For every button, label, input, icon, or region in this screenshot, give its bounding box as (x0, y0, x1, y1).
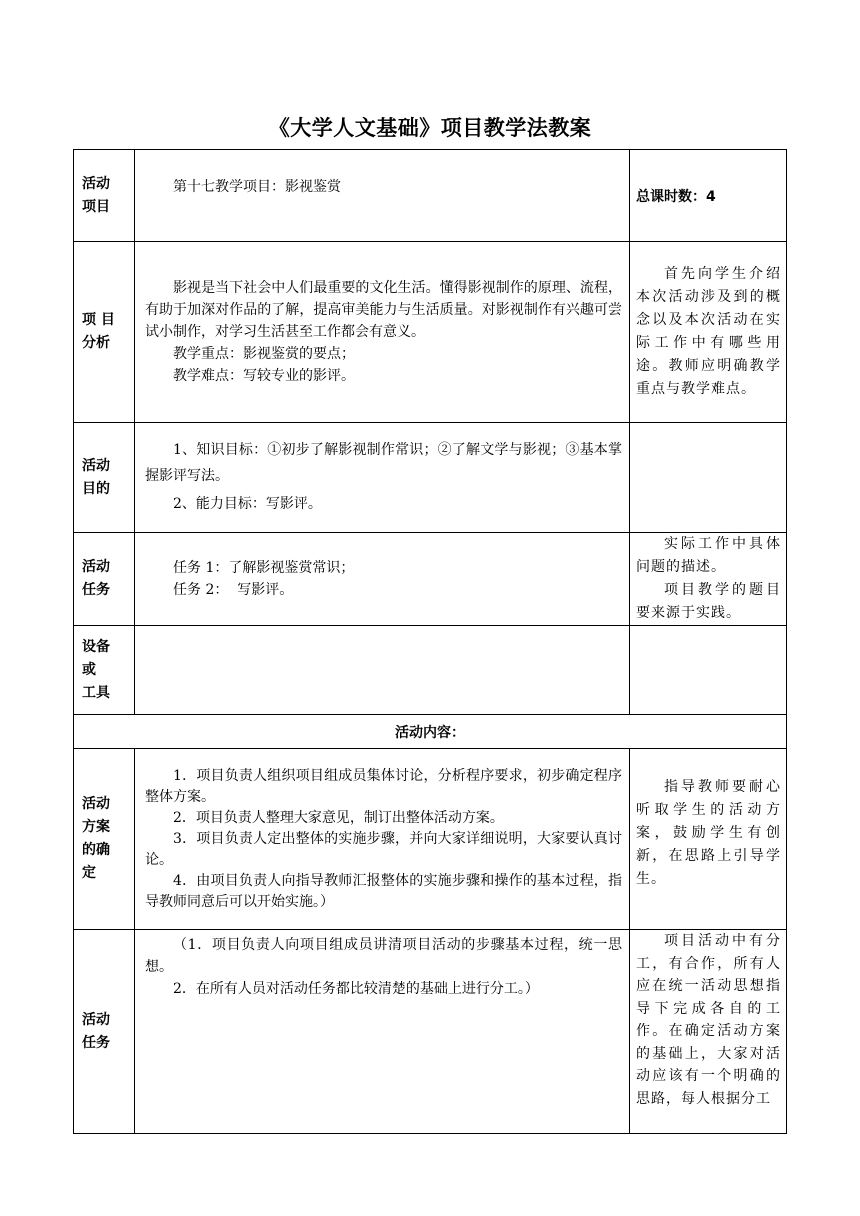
plan-step: 2．项目负责人整理大家意见，制订出整体活动方案。 (173, 809, 504, 826)
task-item: 任务 2： 写影评。 (173, 582, 294, 598)
project-name: 第十七教学项目：影视鉴赏 (173, 179, 341, 195)
plan-content (135, 749, 630, 930)
ability-goal: 2、能力目标：写影评。 (173, 495, 322, 512)
teaching-focus: 教学重点：影视鉴赏的要点； (173, 346, 355, 362)
equipment-content (135, 626, 630, 715)
label-text: 活动 任务 (82, 1011, 110, 1051)
tasks-note-line: 项目教学的题目要来源于实践。 (636, 582, 781, 621)
purpose-note-cell (630, 423, 787, 533)
analysis-paragraph: 影视是当下社会中人们最重要的文化生活。懂得影视制作的原理、流程，有助于加深对作品的了解，提高审美能力与生活质量。对影视制作有兴趣可尝试小制作，对学习生活甚至工作都会有意义。 (145, 280, 622, 340)
analysis-note-cell (630, 242, 787, 423)
row-activity-purpose (74, 423, 787, 533)
plan-step: 1．项目负责人组织项目组成员集体讨论，分析程序要求，初步确定程序整体方案。 (145, 767, 622, 805)
tasks2-note: 项目活动中有分工，有合作，所有人应在统一活动思想指导下完成各自的工作。在确定活动方案的基础上，大家对活动应该有一个明确的思路，每人根据分工 (636, 933, 781, 1107)
label-text: 活动 目的 (82, 457, 110, 497)
task2-step: 2．在所有人员对活动任务都比较清楚的基础上进行分工。） (173, 981, 539, 997)
knowledge-goal: 1、知识目标：①初步了解影视制作常识；②了解文学与影视；③基本掌握影评写法。 (145, 441, 622, 484)
equipment-note (630, 626, 787, 715)
label-text: 设备 或 工具 (82, 638, 110, 701)
label-text: 活动 方案 的确 定 (82, 796, 110, 881)
label-plan-determination (74, 749, 135, 930)
tasks2-note-cell (630, 930, 787, 1134)
tasks-note-line: 实际工作中具体问题的描述。 (636, 536, 781, 575)
plan-step: 3．项目负责人定出整体的实施步骤，并向大家详细说明，大家要认真讨论。 (145, 830, 622, 868)
label-project-analysis (74, 242, 135, 423)
tasks2-content (135, 930, 630, 1134)
row-content-header (74, 715, 787, 749)
label-equipment (74, 626, 135, 715)
tasks-content (135, 533, 630, 626)
plan-note: 指导教师要耐心听取学生的活动方案，鼓励学生有创新，在思路上引导学生。 (636, 779, 781, 887)
total-hours: 总课时数：4 (636, 188, 716, 205)
row-project-analysis (74, 242, 787, 423)
label-text: 项 目 分析 (82, 312, 115, 351)
row-equipment (74, 626, 787, 715)
row-activity-tasks (74, 533, 787, 626)
analysis-content (135, 242, 630, 423)
label-activity-purpose (74, 423, 135, 533)
row-activity-project (74, 150, 787, 242)
label-activity-project (74, 150, 135, 242)
teaching-difficulty: 教学难点：写较专业的影评。 (173, 368, 355, 384)
lesson-plan-table (73, 149, 787, 1134)
row-activity-tasks-2 (74, 930, 787, 1134)
label-activity-tasks (74, 533, 135, 626)
plan-note-cell (630, 749, 787, 930)
analysis-note: 首先向学生介绍本次活动涉及到的概念以及本次活动在实际工作中有哪些用途。教师应明确教学重点与教学难点。 (636, 266, 781, 397)
project-name-cell (135, 150, 630, 242)
label-text: 活动 项目 (82, 175, 110, 215)
label-text: 活动 任务 (82, 559, 110, 598)
row-plan-determination (74, 749, 787, 930)
total-hours-cell (630, 150, 787, 242)
tasks-note-cell (630, 533, 787, 626)
activity-content-heading: 活动内容： (74, 715, 787, 749)
label-activity-tasks-2 (74, 930, 135, 1134)
plan-step: 4．由项目负责人向指导教师汇报整体的实施步骤和操作的基本过程，指导教师同意后可以开始实施。） (145, 872, 622, 910)
document-title: 《大学人文基础》项目教学法教案 (268, 116, 592, 140)
task-item: 任务 1：了解影视鉴赏常识； (173, 560, 355, 576)
purpose-content (135, 423, 630, 533)
task2-step: （1．项目负责人向项目组成员讲清项目活动的步骤基本过程，统一思想。 (145, 937, 622, 975)
